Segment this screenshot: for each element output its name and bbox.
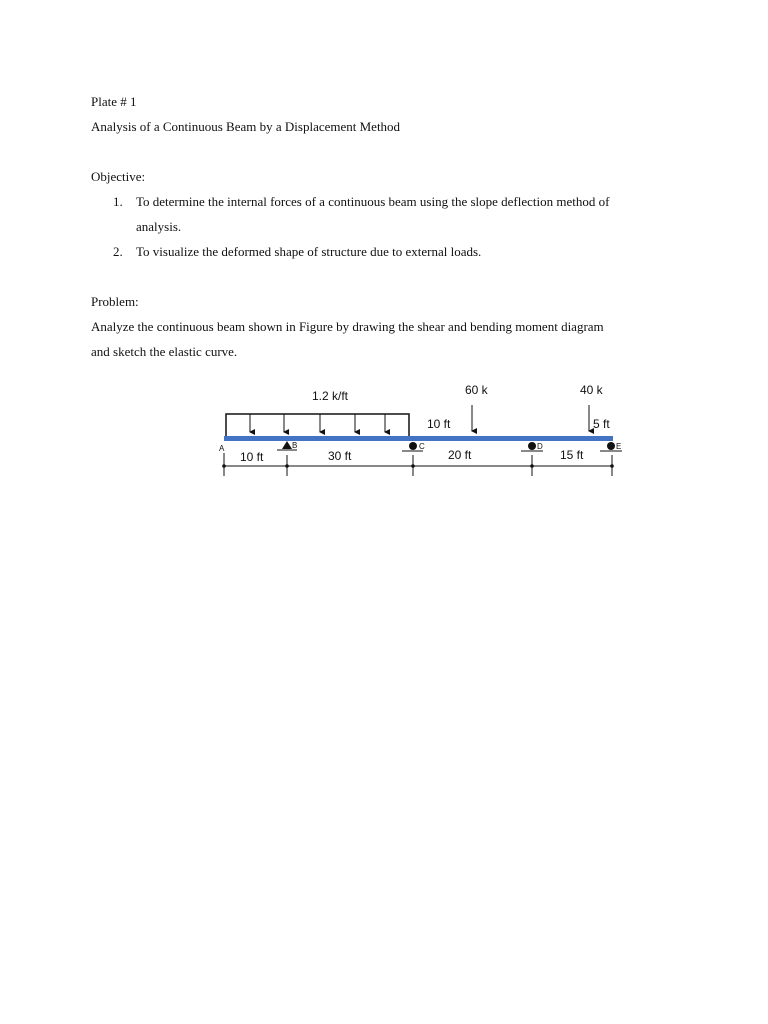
node-label-b: B [292, 441, 298, 450]
plate-number: Plate # 1 [91, 94, 137, 109]
udl-box [226, 414, 409, 437]
span-label-ab: 10 ft [240, 450, 264, 464]
load-60k-label: 60 k [465, 383, 488, 397]
objective-2-number: 2. [113, 244, 123, 259]
objective-1-line1: To determine the internal forces of a continuous beam using the slope deflection method of [136, 194, 610, 209]
udl-arrows [250, 414, 385, 432]
objective-heading: Objective: [91, 169, 146, 184]
span-label-bc: 30 ft [328, 449, 352, 463]
problem-text-line1: Analyze the continuous beam shown in Figure by drawing the shear and bending moment diagram [91, 319, 604, 334]
span-label-de: 15 ft [560, 448, 584, 462]
dimension-line [224, 453, 613, 476]
beam [224, 436, 613, 441]
node-label-e: E [616, 442, 622, 451]
roller-support-c [409, 442, 417, 450]
roller-support-d [528, 442, 536, 450]
node-label-c: C [419, 442, 425, 451]
objective-2-line1: To visualize the deformed shape of structure due to external loads. [136, 244, 482, 259]
document-title: Analysis of a Continuous Beam by a Displacement Method [91, 119, 401, 134]
problem-text-line2: and sketch the elastic curve. [91, 344, 238, 359]
problem-heading: Problem: [91, 294, 139, 309]
load-40k-offset: 5 ft [593, 417, 610, 431]
objective-1-line2: analysis. [136, 219, 182, 234]
node-label-a: A [219, 444, 225, 453]
udl-label: 1.2 k/ft [312, 389, 349, 403]
span-label-cd: 20 ft [448, 448, 472, 462]
load-40k-label: 40 k [580, 383, 603, 397]
pin-support-b [282, 441, 292, 449]
roller-support-e [607, 442, 615, 450]
objective-1-number: 1. [113, 194, 123, 209]
load-60k-offset: 10 ft [427, 417, 451, 431]
node-label-d: D [537, 442, 543, 451]
